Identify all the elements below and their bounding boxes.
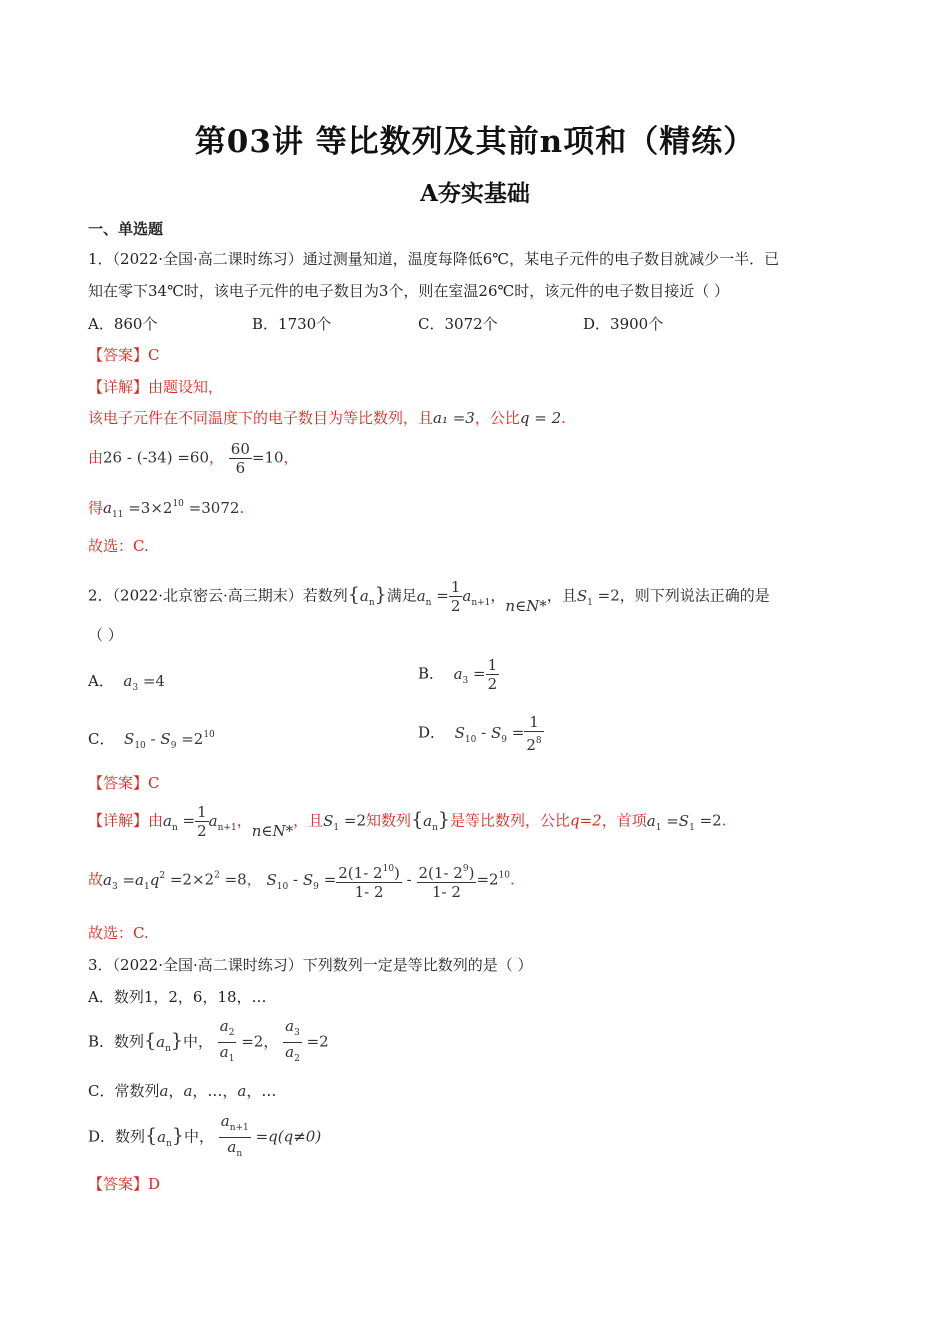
- q2-conclusion: 故选：C.: [88, 924, 149, 942]
- q1-temperature-diff: 26 - (-34) =60: [103, 448, 209, 467]
- q2-detail: 【详解】由$a_n$ = $\frac{1}{2}$ $a_{n+1}$，n∈N*，且$S_1 =2$知数列$\{a_n\}$是等比数列，公比q=2，首项$a_1 =S_1 =2$.: [88, 803, 727, 840]
- q2-detail-calc: 故$a_3 =a_1q^2 =2\times 2^2 =8$， $S_{10} - S_9$ = $\frac{2(1- 2^{10})}{1- 2}$ - $\frac{2(1- 2^9)}{1- 2}$ $=2^{10}$.: [88, 860, 515, 901]
- q2-answer: 【答案】C: [88, 774, 160, 792]
- q2-paren: （ ）: [88, 626, 123, 644]
- q1-ratio-expression: q = 2: [519, 409, 562, 427]
- question-type-heading: 一、单选题: [88, 220, 164, 238]
- q3-option-d: D．数列$\{a_n\}$中， $\frac{a_{n+1}}{a_n}$ =q(q≠0): [88, 1112, 322, 1159]
- q1-option-c: C．3072个: [418, 315, 498, 333]
- q2-option-a: A． $a_3 =4$: [88, 672, 165, 693]
- page-title: 第03讲 等比数列及其前n项和（精练）: [194, 124, 756, 160]
- q1-a1-expression: a₁ =3: [433, 409, 475, 427]
- q1-option-a: A．860个: [88, 315, 158, 333]
- q2-option-c: C． $S_{10} - S_9 =2^{10}$: [88, 730, 215, 751]
- q3-option-c: C．常数列a，a，…，a，…: [88, 1082, 277, 1100]
- q1-stem-line2: 知在零下34℃时，该电子元件的电子数目为3个，则在室温26℃时，该元件的电子数目接近（ ）: [88, 282, 730, 300]
- q1-detail-line: 该电子元件在不同温度下的电子数目为等比数列，且a₁ =3，公比q = 2.: [88, 409, 566, 427]
- q1-option-d: D．3900个: [583, 315, 664, 333]
- section-subtitle: A夯实基础: [420, 180, 530, 207]
- q1-conclusion: 故选：C.: [88, 537, 149, 555]
- q3-stem: 3．（2022·全国·高二课时练习）下列数列一定是等比数列的是（ ）: [88, 956, 533, 974]
- q1-stem-line1: 1．（2022·全国·高二课时练习）通过测量知道，温度每降低6℃，某电子元件的电子数目就减少一半．已: [88, 250, 780, 268]
- q1-option-b: B．1730个: [252, 315, 332, 333]
- q3-option-b: B．数列$\{a_n\}$中， $\frac{a_2}{a_1}$ =2， $\frac{a_3}{a_2}$ =2: [88, 1017, 329, 1064]
- q1-answer: 【答案】C: [88, 346, 160, 364]
- q1-fraction: $\frac{60}{6}$: [230, 440, 250, 477]
- q3-option-a: A．数列1，2，6，18，…: [88, 988, 267, 1006]
- q3-answer: 【答案】D: [88, 1175, 161, 1193]
- q1-detail-ratio-step: 由26 - (-34) =60， $\frac{60}{6}$ =10，: [88, 440, 299, 477]
- q2-stem: 2．（2022·北京密云·高三期末）若数列$\{a_n\}$满足$a_n$ = $\frac{1}{2}$ $a_{n+1}$，n∈N*，且$S_1 =2$，则下列说法正确的是: [88, 578, 770, 615]
- q1-detail-result: 得$a_{11} =3\times 2^{10} =3072$.: [88, 499, 245, 520]
- q2-option-b: B． $a_3$ = $\frac{1}{2}$: [418, 656, 498, 693]
- q1-detail-head: 【详解】由题设知，: [88, 378, 224, 396]
- q2-option-d: D． $S_{10} - S_9$ = $\frac{1}{2^8}$: [418, 713, 542, 754]
